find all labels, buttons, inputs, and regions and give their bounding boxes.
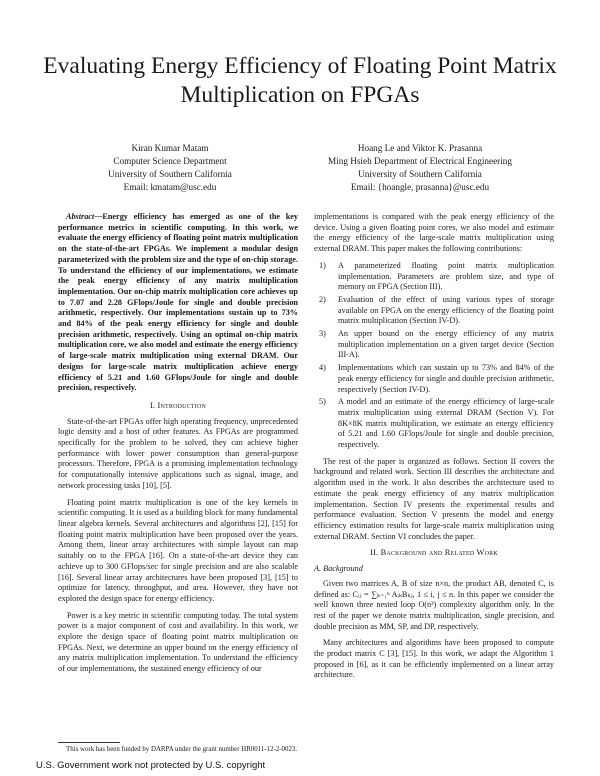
- contributions-list: [314, 261, 554, 451]
- paper-title: Evaluating Energy Efficiency of Floating Point Matrix Multiplication on FPGAs: [43, 53, 557, 108]
- author-name: Hoang Le and Viktor K. Prasanna: [357, 143, 483, 153]
- subsection-heading: A. Background: [314, 564, 363, 574]
- list-item-text: Implementations which can sustain up to 73% and 84% of the peak energy efficiency for single and double precision arithmetic, respectively (Section IV-D).: [338, 363, 554, 394]
- author-university: University of Southern California: [358, 169, 482, 179]
- list-item-text: Evaluation of the effect of using various types of storage available on FPGA on the energy efficiency of the floating point matrix multiplication (Section IV-D).: [338, 294, 554, 326]
- footnote-rule: [58, 742, 120, 743]
- list-item: [314, 261, 554, 293]
- author-email: Email: {hoangle, prasanna}@usc.edu: [350, 182, 490, 192]
- list-number: 3): [319, 329, 326, 339]
- list-item: [314, 295, 554, 327]
- paragraph: Floating point matrix multiplication is one of the key kernels in scientific computing. It is used as a building block for many fundamental linear algebra kernels. Several architectures and algorithms [2], [15] for floating point matrix multiplication have been proposed over the years. Among them, linear array architectures with simple layout can map suitably on to the FPGA [16]. On a state-of-the-art device they can achieve up to 300 GFlops/sec for single precision and are also scalable [16]. Several linear array architectures have been proposed [3], [15] to optimize for latency, throughput, and area. However, they have not explored the design space for energy efficiency.: [58, 497, 298, 603]
- list-item-text: A model and an estimate of the energy efficiency of large-scale matrix multiplication using external DRAM (Section V). For 8K×8K matrix multiplication, we estimate an energy efficiency of 5.21 and 1.60 GFlops/Joule for single and double precision, respectively.: [338, 397, 554, 450]
- paragraph: implementations is compared with the peak energy efficiency of the device. Using a given floating point cores, we also model and estimate the energy efficiency of the large-scale matrix multiplication using external DRAM. This paper makes the following contributions:: [314, 212, 554, 254]
- paragraph: Power is a key metric in scientific computing today. The total system power is a major component of cost and availability. In this work, we explore the design space of floating point matrix multiplication on FPGAs. Next, we determine an upper bound on the energy efficiency of any matrix multiplication implementation. To understand the efficiency of our implementations, the sustained energy efficiency of our: [58, 610, 298, 674]
- author-department: Ming Hsieh Department of Electrical Engineering: [328, 156, 512, 166]
- author-block-2: [300, 142, 540, 194]
- copyright-notice: U.S. Government work not protected by U.S. copyright: [36, 760, 266, 771]
- list-number: 1): [319, 260, 326, 270]
- abstract-label: Abstract: [66, 212, 95, 221]
- author-block-1: [70, 142, 270, 194]
- paragraph: State-of-the-art FPGAs offer high operating frequency, unprecedented logic density and a host of other features. As FPGAs are programmed specifically for the problem to be solved, they can achieve higher performance with lower power consumption than general-purpose processors. Therefore, FPGA is a promising implementation technology for computationally intensive applications such as signal, image, and network processing tasks [10], [5].: [58, 416, 298, 490]
- left-column: [58, 212, 298, 681]
- paragraph: Many architectures and algorithms have been proposed to compute the product matrix C [3], [15]. In this work, we adapt the Algorithm 1 proposed in [6], as it can be efficiently implemented on a linear array architecture.: [314, 638, 554, 680]
- section-heading-background: II. Background and Related Work: [370, 548, 498, 558]
- abstract: [58, 212, 298, 394]
- abstract-text: —Energy efficiency has emerged as one of the key performance metrics in scientific computing. In this work, we evaluate the energy efficiency of floating point matrix multiplication on the state-of-the-art FPGAs. We implement a modular design parameterized with the problem size and the type of on-chip storage. To understand the efficiency of our implementations, we estimate the peak energy efficiency of any matrix multiplication implementation. Our on-chip matrix multiplication core achieves up to 7.07 and 2.28 GFlops/Joule for single and double precision arithmetic, respectively. Our implementations sustain up to 73% and 84% of the peak energy efficiency for single and double precision arithmetic, respectively. Using an optimal on-chip matrix multiplication core, we also model and estimate the energy efficiency of large-scale matrix multiplication using external DRAM. Our designs for large-scale matrix multiplication achieve energy efficiency of 5.21 and 1.60 GFlops/Joule for single and double precision, respectively.: [58, 212, 298, 393]
- list-item-text: An upper bound on the energy efficiency of any matrix multiplication implementation on a given target device (Section III-A).: [338, 329, 554, 360]
- list-number: 5): [319, 397, 326, 407]
- author-name: Kiran Kumar Matam: [131, 143, 209, 153]
- list-item: [314, 363, 554, 395]
- list-item-text: A parameterized floating point matrix multiplication implementation. Parameters are problem size, and type of memory on FPGA (Section III).: [338, 260, 554, 292]
- list-item: [314, 329, 554, 361]
- paragraph: Given two matrices A, B of size n×n, the product AB, denoted C, is defined as: Cᵢⱼ = ∑ₖ₌₁ⁿ AᵢₖBₖⱼ, 1 ≤ i, j ≤ n. In this paper we consider the well known three nested loop O(n³) complexity algorithm only. In the rest of the paper we denote matrix multiplication, single precision, and double precision as MM, SP, and DP, respectively.: [314, 578, 554, 631]
- list-number: 2): [319, 294, 326, 304]
- paragraph: The rest of the paper is organized as follows. Section II covers the background and related work. Section III describes the architecture and algorithm used in the work. It also describes the architecture used to estimate the peak energy efficiency of any matrix multiplication implementation. Section IV presents the experimental results and performance evaluation. Section V presents the model and energy efficiency estimation results for large-scale matrix multiplication using external DRAM. Section VI concludes the paper.: [314, 456, 554, 541]
- author-university: University of Southern California: [108, 169, 232, 179]
- author-department: Computer Science Department: [113, 156, 227, 166]
- section-heading-introduction: I. Introduction: [149, 400, 207, 410]
- right-column: [314, 212, 554, 687]
- list-item: [314, 397, 554, 451]
- author-email: Email: kmatam@usc.edu: [123, 182, 217, 192]
- footnote: This work has been funded by DARPA under the grant number HR0011-12-2-0023.: [66, 746, 298, 753]
- list-number: 4): [319, 363, 326, 373]
